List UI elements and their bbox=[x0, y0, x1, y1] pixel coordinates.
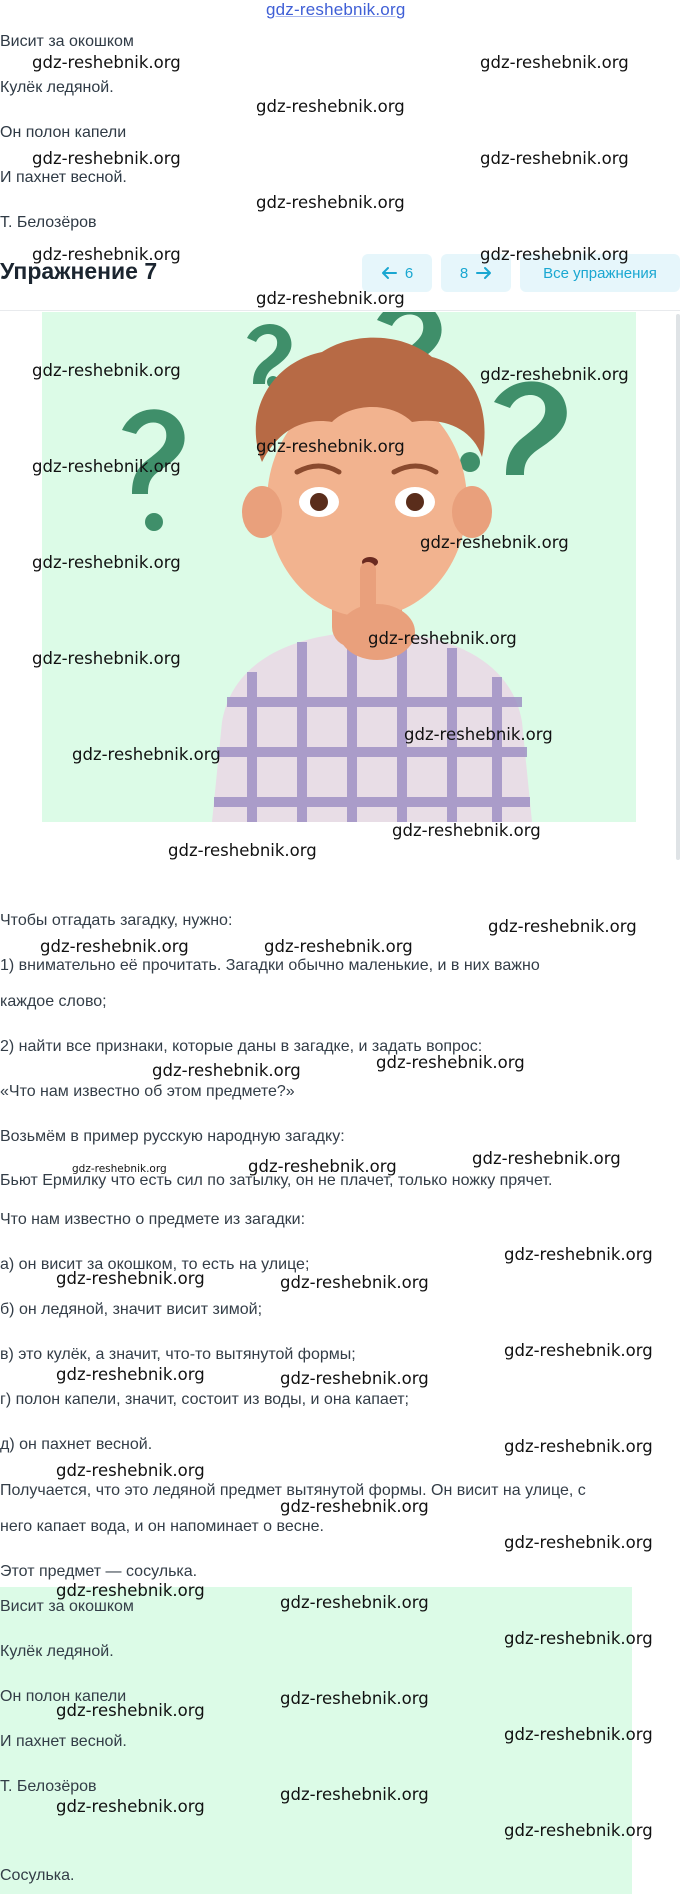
divider bbox=[0, 310, 680, 311]
watermark: gdz-reshebnik.org bbox=[56, 1365, 205, 1384]
watermark: gdz-reshebnik.org bbox=[280, 1689, 429, 1708]
arrow-right-icon bbox=[476, 266, 492, 280]
watermark: gdz-reshebnik.org bbox=[420, 533, 569, 552]
watermark: gdz-reshebnik.org bbox=[56, 1269, 205, 1288]
next-label: 8 bbox=[459, 264, 469, 282]
watermark: gdz-reshebnik.org bbox=[32, 361, 181, 380]
watermark: gdz-reshebnik.org bbox=[376, 1053, 525, 1072]
watermark: gdz-reshebnik.org bbox=[504, 1629, 653, 1648]
page-title: Упражнение 7 bbox=[0, 258, 158, 284]
poem-line: Кулёк ледяной. bbox=[0, 79, 114, 96]
poem-line: И пахнет весной. bbox=[0, 169, 127, 186]
watermark: gdz-reshebnik.org bbox=[280, 1497, 429, 1516]
arrow-left-icon bbox=[381, 266, 397, 280]
list-item: а) он висит за окошком, то есть на улице; bbox=[0, 1256, 310, 1273]
scrollbar[interactable] bbox=[676, 314, 680, 860]
watermark: gdz-reshebnik.org bbox=[504, 1341, 653, 1360]
watermark: gdz-reshebnik.org bbox=[168, 841, 317, 860]
watermark: gdz-reshebnik.org bbox=[404, 725, 553, 744]
site-logo[interactable]: gdz-reshebnik.org bbox=[266, 0, 406, 19]
prev-label: 6 bbox=[404, 264, 414, 282]
watermark: gdz-reshebnik.org bbox=[280, 1273, 429, 1292]
watermark: gdz-reshebnik.org bbox=[504, 1821, 653, 1840]
watermark: gdz-reshebnik.org bbox=[40, 937, 189, 956]
watermark: gdz-reshebnik.org bbox=[256, 193, 405, 212]
paragraph: Чтобы отгадать загадку, нужно: bbox=[0, 912, 233, 929]
watermark: gdz-reshebnik.org bbox=[472, 1149, 621, 1168]
watermark: gdz-reshebnik.org bbox=[32, 649, 181, 668]
watermark: gdz-reshebnik.org bbox=[72, 745, 221, 764]
watermark: gdz-reshebnik.org bbox=[368, 629, 517, 648]
list-item: в) это кулёк, а значит, что-то вытянутой формы; bbox=[0, 1346, 356, 1363]
watermark: gdz-reshebnik.org bbox=[480, 365, 629, 384]
answer-text: Сосулька. bbox=[0, 1867, 75, 1884]
poem-line: Он полон капели bbox=[0, 124, 127, 141]
watermark: gdz-reshebnik.org bbox=[32, 149, 181, 168]
list-item: г) полон капели, значит, состоит из воды, и она капает; bbox=[0, 1391, 409, 1408]
watermark: gdz-reshebnik.org bbox=[488, 917, 637, 936]
watermark: gdz-reshebnik.org bbox=[32, 457, 181, 476]
watermark: gdz-reshebnik.org bbox=[32, 553, 181, 572]
all-exercises-label: Все упражнения bbox=[543, 264, 657, 282]
watermark: gdz-reshebnik.org bbox=[56, 1701, 205, 1720]
paragraph: Возьмём в пример русскую народную загадку: bbox=[0, 1128, 345, 1145]
poem-author: Т. Белозёров bbox=[0, 1778, 97, 1795]
list-item: б) он ледяной, значит висит зимой; bbox=[0, 1301, 263, 1318]
watermark: gdz-reshebnik.org bbox=[480, 245, 629, 264]
poem-line: Висит за окошком bbox=[0, 1598, 134, 1615]
watermark: gdz-reshebnik.org bbox=[32, 53, 181, 72]
poem-author: Т. Белозёров bbox=[0, 214, 97, 231]
paragraph: Что нам известно о предмете из загадки: bbox=[0, 1211, 306, 1228]
paragraph: «Что нам известно об этом предмете?» bbox=[0, 1083, 295, 1100]
watermark: gdz-reshebnik.org bbox=[480, 53, 629, 72]
watermark: gdz-reshebnik.org bbox=[504, 1437, 653, 1456]
poem-line: И пахнет весной. bbox=[0, 1733, 127, 1750]
watermark: gdz-reshebnik.org bbox=[480, 149, 629, 168]
paragraph: 2) найти все признаки, которые даны в загадке, и задать вопрос: bbox=[0, 1038, 483, 1055]
watermark: gdz-reshebnik.org bbox=[392, 821, 541, 840]
watermark: gdz-reshebnik.org bbox=[504, 1533, 653, 1552]
watermark: gdz-reshebnik.org bbox=[72, 1163, 167, 1175]
poem-line: Он полон капели bbox=[0, 1688, 127, 1705]
watermark: gdz-reshebnik.org bbox=[256, 97, 405, 116]
paragraph: Получается, что это ледяной предмет вытянутой формы. Он висит на улице, с bbox=[0, 1482, 586, 1499]
watermark: gdz-reshebnik.org bbox=[32, 245, 181, 264]
paragraph: каждое слово; bbox=[0, 993, 107, 1010]
paragraph: него капает вода, и он напоминает о весне. bbox=[0, 1518, 324, 1535]
watermark: gdz-reshebnik.org bbox=[504, 1245, 653, 1264]
watermark: gdz-reshebnik.org bbox=[248, 1157, 397, 1176]
paragraph: 1) внимательно её прочитать. Загадки обычно маленькие, и в них важно bbox=[0, 957, 540, 974]
watermark: gdz-reshebnik.org bbox=[56, 1581, 205, 1600]
watermark: gdz-reshebnik.org bbox=[504, 1725, 653, 1744]
watermark: gdz-reshebnik.org bbox=[256, 437, 405, 456]
watermark: gdz-reshebnik.org bbox=[256, 289, 405, 308]
watermark: gdz-reshebnik.org bbox=[56, 1797, 205, 1816]
list-item: д) он пахнет весной. bbox=[0, 1436, 153, 1453]
prev-exercise-button[interactable] bbox=[362, 254, 432, 292]
watermark: gdz-reshebnik.org bbox=[264, 937, 413, 956]
watermark: gdz-reshebnik.org bbox=[280, 1369, 429, 1388]
watermark: gdz-reshebnik.org bbox=[152, 1061, 301, 1080]
poem-line: Висит за окошком bbox=[0, 33, 134, 50]
watermark: gdz-reshebnik.org bbox=[56, 1461, 205, 1480]
watermark: gdz-reshebnik.org bbox=[280, 1593, 429, 1612]
riddle-text: Бьют Ермилку что есть сил по затылку, он не плачет, только ножку прячет. bbox=[0, 1172, 553, 1189]
poem-line: Кулёк ледяной. bbox=[0, 1643, 114, 1660]
watermark: gdz-reshebnik.org bbox=[280, 1785, 429, 1804]
paragraph: Этот предмет — сосулька. bbox=[0, 1563, 198, 1580]
